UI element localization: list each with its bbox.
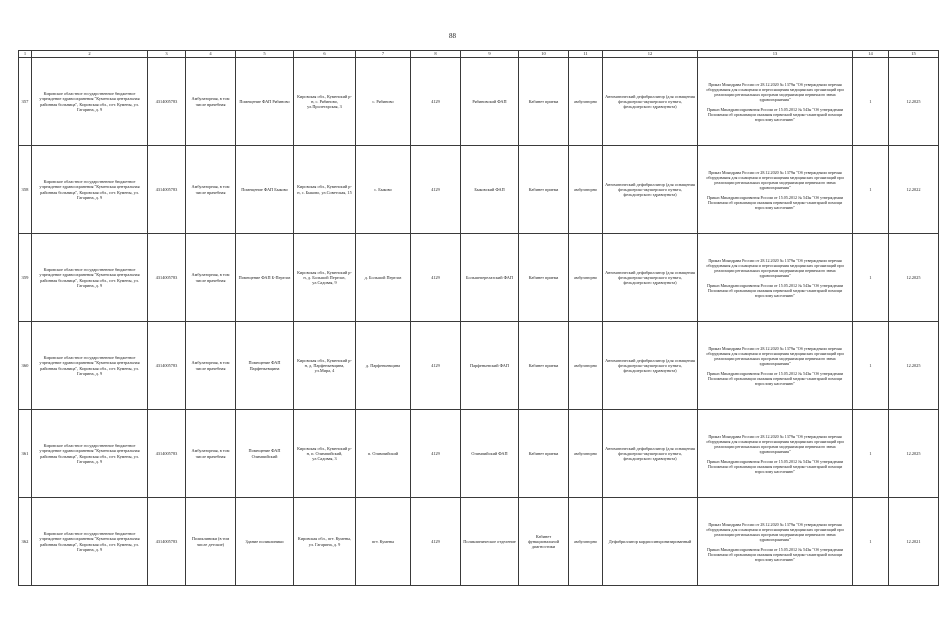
- address-cell: Кировская обл., Куменский р-н, д. Большой Перелаз, ул.Садовая, 9: [294, 234, 356, 322]
- row-number-cell: 359: [19, 234, 32, 322]
- settlement-cell: пгт. Кумены: [356, 498, 411, 586]
- date-cell: 12.2025: [889, 410, 939, 498]
- care-type-cell: Поликлиники (в том числе детские): [186, 498, 236, 586]
- care-type-cell: Амбулаторная, в том числе врачебная: [186, 322, 236, 410]
- inn-cell: 4314005783: [148, 322, 186, 410]
- address-cell: Кировская обл., Куменский р-н, с. Быково, ул.Советская, 15: [294, 146, 356, 234]
- code-cell: 4129: [411, 146, 461, 234]
- date-cell: 12.2025: [889, 58, 939, 146]
- mode-cell: амбулаторно: [569, 322, 603, 410]
- mode-cell: амбулаторно: [569, 410, 603, 498]
- room-cell: Кабинет приема: [519, 322, 569, 410]
- legal-basis-cell: Приказ Минздрава России от 28.12.2020 № 1379н "Об утверждении перечня оборудования для оснащения и переоснащения медицинских организаций при реализации региональных программ модернизации первичного звена здравоохранения" Приказ Минздравсоцразвития России от 15.05.2012 № 543н "Об утверждении Положения об организации оказания первичной медико-санитарной помощи взрослому населению": [698, 146, 853, 234]
- room-cell: Кабинет приема: [519, 234, 569, 322]
- column-number-cell: 3: [148, 51, 186, 58]
- unit-cell: Поликлиническое отделение: [461, 498, 519, 586]
- premise-cell: Помещение ФАП Парфеньевщина: [236, 322, 294, 410]
- code-cell: 4129: [411, 234, 461, 322]
- column-number-cell: 10: [519, 51, 569, 58]
- code-cell: 4129: [411, 58, 461, 146]
- unit-cell: Олимпийский ФАП: [461, 410, 519, 498]
- address-cell: Кировская обл., Куменский р-н, с. Рябиново, ул.Пролетарская, 3: [294, 58, 356, 146]
- unit-cell: Рябиновский ФАП: [461, 58, 519, 146]
- row-number-cell: 362: [19, 498, 32, 586]
- settlement-cell: д. Парфеньевщина: [356, 322, 411, 410]
- room-cell: Кабинет приема: [519, 410, 569, 498]
- column-number-cell: 7: [356, 51, 411, 58]
- settlement-cell: п. Олимпийский: [356, 410, 411, 498]
- organization-cell: Кировское областное государственное бюджетное учреждение здравоохранения "Куменская центральная районная больница", Кировская обл., пгт. Кумены, ул. Гагарина, д. 9: [32, 146, 148, 234]
- column-number-cell: 2: [32, 51, 148, 58]
- column-number-cell: 8: [411, 51, 461, 58]
- care-type-cell: Амбулаторная, в том числе врачебная: [186, 58, 236, 146]
- legal-basis-cell: Приказ Минздрава России от 28.12.2020 № 1379н "Об утверждении перечня оборудования для оснащения и переоснащения медицинских организаций при реализации региональных программ модернизации первичного звена здравоохранения" Приказ Минздравсоцразвития России от 15.05.2012 № 543н "Об утверждении Положения об организации оказания первичной медико-санитарной помощи взрослому населению": [698, 322, 853, 410]
- address-cell: Кировская обл., пгт. Кумены, ул. Гагарина, д. 9: [294, 498, 356, 586]
- care-type-cell: Амбулаторная, в том числе врачебная: [186, 234, 236, 322]
- table-row: [19, 234, 939, 322]
- date-cell: 12.2021: [889, 498, 939, 586]
- mode-cell: амбулаторно: [569, 234, 603, 322]
- legal-basis-cell: Приказ Минздрава России от 28.12.2020 № 1379н "Об утверждении перечня оборудования для оснащения и переоснащения медицинских организаций при реализации региональных программ модернизации первичного звена здравоохранения" Приказ Минздравсоцразвития России от 15.05.2012 № 543н "Об утверждении Положения об организации оказания первичной медико-санитарной помощи взрослому населению": [698, 498, 853, 586]
- code-cell: 4129: [411, 498, 461, 586]
- address-cell: Кировская обл., Куменский р-н, п. Олимпийский, ул.Садовая, 3: [294, 410, 356, 498]
- room-cell: Кабинет приема: [519, 58, 569, 146]
- quantity-cell: 1: [853, 234, 889, 322]
- mode-cell: амбулаторно: [569, 58, 603, 146]
- premise-cell: Помещение ФАП Б-Перелаз: [236, 234, 294, 322]
- unit-cell: Парфеньевский ФАП: [461, 322, 519, 410]
- organization-cell: Кировское областное государственное бюджетное учреждение здравоохранения "Куменская центральная районная больница", Кировская обл., пгт. Кумены, ул. Гагарина, д. 9: [32, 498, 148, 586]
- column-number-cell: 15: [889, 51, 939, 58]
- date-cell: 12.2022: [889, 146, 939, 234]
- quantity-cell: 1: [853, 146, 889, 234]
- quantity-cell: 1: [853, 322, 889, 410]
- row-number-cell: 360: [19, 322, 32, 410]
- organization-cell: Кировское областное государственное бюджетное учреждение здравоохранения "Куменская центральная районная больница", Кировская обл., пгт. Кумены, ул. Гагарина, д. 9: [32, 234, 148, 322]
- organization-cell: Кировское областное государственное бюджетное учреждение здравоохранения "Куменская центральная районная больница", Кировская обл., пгт. Кумены, ул. Гагарина, д. 9: [32, 58, 148, 146]
- legal-basis-cell: Приказ Минздрава России от 28.12.2020 № 1379н "Об утверждении перечня оборудования для оснащения и переоснащения медицинских организаций при реализации региональных программ модернизации первичного звена здравоохранения" Приказ Минздравсоцразвития России от 15.05.2012 № 543н "Об утверждении Положения об организации оказания первичной медико-санитарной помощи взрослому населению": [698, 410, 853, 498]
- inn-cell: 4314005783: [148, 58, 186, 146]
- column-number-cell: 12: [603, 51, 698, 58]
- table-row: [19, 498, 939, 586]
- premise-cell: Здание поликлиники: [236, 498, 294, 586]
- premise-cell: Помещение ФАП Олимпийский: [236, 410, 294, 498]
- equipment-cell: Автоматический дефибриллятор (для оснащения фельдшерско-акушерского пункта, фельдшерского здравпункта): [603, 146, 698, 234]
- room-cell: Кабинет приема: [519, 146, 569, 234]
- room-cell: Кабинет функциональной диагностики: [519, 498, 569, 586]
- table-row: [19, 410, 939, 498]
- equipment-table: [18, 50, 939, 586]
- code-cell: 4129: [411, 410, 461, 498]
- column-number-cell: 13: [698, 51, 853, 58]
- equipment-cell: Автоматический дефибриллятор (для оснащения фельдшерско-акушерского пункта, фельдшерского здравпункта): [603, 410, 698, 498]
- legal-basis-cell: Приказ Минздрава России от 28.12.2020 № 1379н "Об утверждении перечня оборудования для оснащения и переоснащения медицинских организаций при реализации региональных программ модернизации первичного звена здравоохранения" Приказ Минздравсоцразвития России от 15.05.2012 № 543н "Об утверждении Положения об организации оказания первичной медико-санитарной помощи взрослому населению": [698, 58, 853, 146]
- equipment-cell: Автоматический дефибриллятор (для оснащения фельдшерско-акушерского пункта, фельдшерского здравпункта): [603, 58, 698, 146]
- column-number-cell: 5: [236, 51, 294, 58]
- column-number-cell: 9: [461, 51, 519, 58]
- premise-cell: Помещение ФАП Рябиново: [236, 58, 294, 146]
- equipment-cell: Дефибриллятор кардиосинхронизированный: [603, 498, 698, 586]
- care-type-cell: Амбулаторная, в том числе врачебная: [186, 146, 236, 234]
- quantity-cell: 1: [853, 58, 889, 146]
- column-number-cell: 14: [853, 51, 889, 58]
- column-number-row: [19, 51, 939, 58]
- organization-cell: Кировское областное государственное бюджетное учреждение здравоохранения "Куменская центральная районная больница", Кировская обл., пгт. Кумены, ул. Гагарина, д. 9: [32, 322, 148, 410]
- column-number-cell: 4: [186, 51, 236, 58]
- equipment-cell: Автоматический дефибриллятор (для оснащения фельдшерско-акушерского пункта, фельдшерского здравпункта): [603, 234, 698, 322]
- settlement-cell: с. Рябиново: [356, 58, 411, 146]
- care-type-cell: Амбулаторная, в том числе врачебная: [186, 410, 236, 498]
- inn-cell: 4314005783: [148, 498, 186, 586]
- mode-cell: амбулаторно: [569, 498, 603, 586]
- inn-cell: 4314005783: [148, 410, 186, 498]
- inn-cell: 4314005783: [148, 146, 186, 234]
- unit-cell: Быковский ФАП: [461, 146, 519, 234]
- row-number-cell: 357: [19, 58, 32, 146]
- table-row: [19, 146, 939, 234]
- premise-cell: Помещение ФАП Быково: [236, 146, 294, 234]
- organization-cell: Кировское областное государственное бюджетное учреждение здравоохранения "Куменская центральная районная больница", Кировская обл., пгт. Кумены, ул. Гагарина, д. 9: [32, 410, 148, 498]
- date-cell: 12.2025: [889, 234, 939, 322]
- table-row: [19, 322, 939, 410]
- legal-basis-cell: Приказ Минздрава России от 28.12.2020 № 1379н "Об утверждении перечня оборудования для оснащения и переоснащения медицинских организаций при реализации региональных программ модернизации первичного звена здравоохранения" Приказ Минздравсоцразвития России от 15.05.2012 № 543н "Об утверждении Положения об организации оказания первичной медико-санитарной помощи взрослому населению": [698, 234, 853, 322]
- table-row: [19, 58, 939, 146]
- code-cell: 4129: [411, 322, 461, 410]
- table-body: [19, 51, 939, 586]
- quantity-cell: 1: [853, 498, 889, 586]
- page-number: 88: [449, 32, 456, 40]
- settlement-cell: с. Быково: [356, 146, 411, 234]
- date-cell: 12.2025: [889, 322, 939, 410]
- column-number-cell: 11: [569, 51, 603, 58]
- equipment-cell: Автоматический дефибриллятор (для оснащения фельдшерско-акушерского пункта, фельдшерского здравпункта): [603, 322, 698, 410]
- inn-cell: 4314005783: [148, 234, 186, 322]
- quantity-cell: 1: [853, 410, 889, 498]
- mode-cell: амбулаторно: [569, 146, 603, 234]
- address-cell: Кировская обл., Куменский р-н, д. Парфеньевщина, ул.Мира, 4: [294, 322, 356, 410]
- unit-cell: Большеперелазский ФАП: [461, 234, 519, 322]
- row-number-cell: 358: [19, 146, 32, 234]
- column-number-cell: 1: [19, 51, 32, 58]
- row-number-cell: 361: [19, 410, 32, 498]
- column-number-cell: 6: [294, 51, 356, 58]
- settlement-cell: д. Большой Перелаз: [356, 234, 411, 322]
